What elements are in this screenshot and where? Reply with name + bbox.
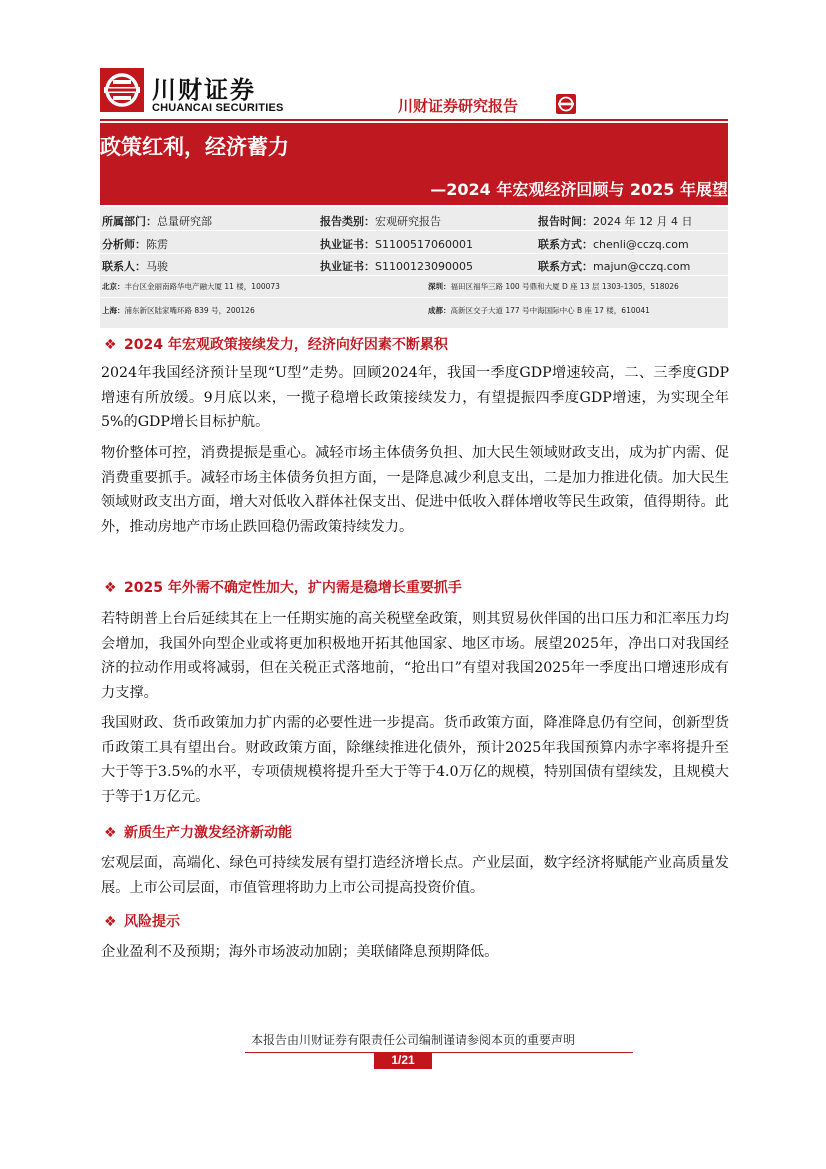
footer-disclaimer: 本报告由川财证券有限责任公司编制谨请参阅本页的重要声明 xyxy=(250,1033,575,1047)
diamond-bullet-icon: ❖ xyxy=(104,337,117,353)
section-heading: ❖ 新质生产力激发经济新动能 xyxy=(104,825,292,841)
contact-person-field: 联系人：马骏 xyxy=(102,260,168,273)
contact-cert-field: 执业证书：S1100123090005 xyxy=(320,260,473,273)
section-heading: ❖ 2025 年外需不确定性加大，扩内需是稳增长重要抓手 xyxy=(104,580,462,596)
office-beijing: 北京：丰台区金丽南路华电产融大厦 11 楼，100073 xyxy=(102,282,280,291)
section-heading: ❖ 2024 年宏观政策接续发力，经济向好因素不断累积 xyxy=(104,337,448,353)
divider xyxy=(100,275,728,276)
paragraph: 若特朗普上台后延续其在上一任期实施的高关税壁垒政策，则其贸易伙伴国的出口压力和汇率压力均会增加，我国外向型企业或将更加积极地开拓其他国家、地区市场。展望2025年，净出口对我国经济的拉动作用或将减弱，但在关税正式落地前，“抢出口”有望对我国2025年一季度出口增速形成有力支撑。 xyxy=(101,611,729,701)
report-date-field: 报告时间：2024 年 12 月 4 日 xyxy=(538,215,693,228)
contact-email-field: 联系方式：majun@cczq.com xyxy=(538,260,691,273)
divider xyxy=(100,253,728,254)
paragraph: 企业盈利不及预期；海外市场波动加剧；美联储降息预期降低。 xyxy=(101,944,499,960)
chuancai-logo-icon xyxy=(100,68,144,112)
office-shenzhen: 深圳：福田区福华三路 100 号鼎和大厦 D 座 13 层 1303-1305，518026 xyxy=(428,282,679,291)
brand-name-cn: 川财证券 xyxy=(152,76,256,104)
brand-name-en: CHUANCAI SECURITIES xyxy=(152,102,284,114)
divider xyxy=(100,230,728,231)
page-number: 1/21 xyxy=(374,1052,432,1069)
analyst-field: 分析师：陈雳 xyxy=(102,238,168,251)
report-subtitle: —2024 年宏观经济回顾与 2025 年展望 xyxy=(430,180,728,199)
mini-logo-icon xyxy=(556,94,576,114)
dept-field: 所属部门：总量研究部 xyxy=(102,215,212,228)
divider xyxy=(100,297,728,298)
report-title: 政策红利，经济蓄力 xyxy=(100,135,289,159)
analyst-cert-field: 执业证书：S1100517060001 xyxy=(320,238,473,251)
diamond-bullet-icon: ❖ xyxy=(104,580,117,596)
office-shanghai: 上海：浦东新区陆家嘴环路 839 号，200126 xyxy=(102,306,255,315)
paragraph: 物价整体可控，消费提振是重心。减轻市场主体债务负担、加大民生领域财政支出，成为扩内需、促消费重要抓手。减轻市场主体债务负担方面，一是降息减少利息支出，二是加力推进化债。加大民生领域财政支出方面，增大对低收入群体社保支出、促进中低收入群体增收等民生政策，值得期待。此外，推动房地产市场止跌回稳仍需政策持续发力。 xyxy=(101,445,729,535)
diamond-bullet-icon: ❖ xyxy=(104,825,117,841)
paragraph: 宏观层面，高端化、绿色可持续发展有望打造经济增长点。产业层面，数字经济将赋能产业高质量发展。上市公司层面，市值管理将助力上市公司提高投资价值。 xyxy=(101,855,729,896)
footer-divider xyxy=(245,1052,633,1053)
office-chengdu: 成都：高新区交子大道 177 号中海国际中心 B 座 17 楼，610041 xyxy=(428,306,650,315)
report-series: 川财证券研究报告 xyxy=(398,97,519,115)
analyst-contact-field: 联系方式：chenli@cczq.com xyxy=(538,238,689,251)
report-type-field: 报告类别：宏观研究报告 xyxy=(320,215,441,228)
section-heading: ❖ 风险提示 xyxy=(104,914,180,930)
diamond-bullet-icon: ❖ xyxy=(104,914,117,930)
header-divider xyxy=(100,119,728,121)
paragraph: 我国财政、货币政策加力扩内需的必要性进一步提高。货币政策方面，降准降息仍有空间，创新型货币政策工具有望出台。财政政策方面，除继续推进化债外，预计2025年我国预算内赤字率将提升至大于等于3.5%的水平，专项债规模将提升至大于等于4.0万亿的规模，特别国债有望续发，且规模大于等于1万亿元。 xyxy=(101,715,729,805)
paragraph: 2024年我国经济预计呈现“U型”走势。回顾2024年，我国一季度GDP增速较高，二、三季度GDP增速有所放缓。9月底以来，一揽子稳增长政策接续发力，有望提振四季度GDP增速，为实现全年5%的GDP增长目标护航。 xyxy=(101,365,729,431)
